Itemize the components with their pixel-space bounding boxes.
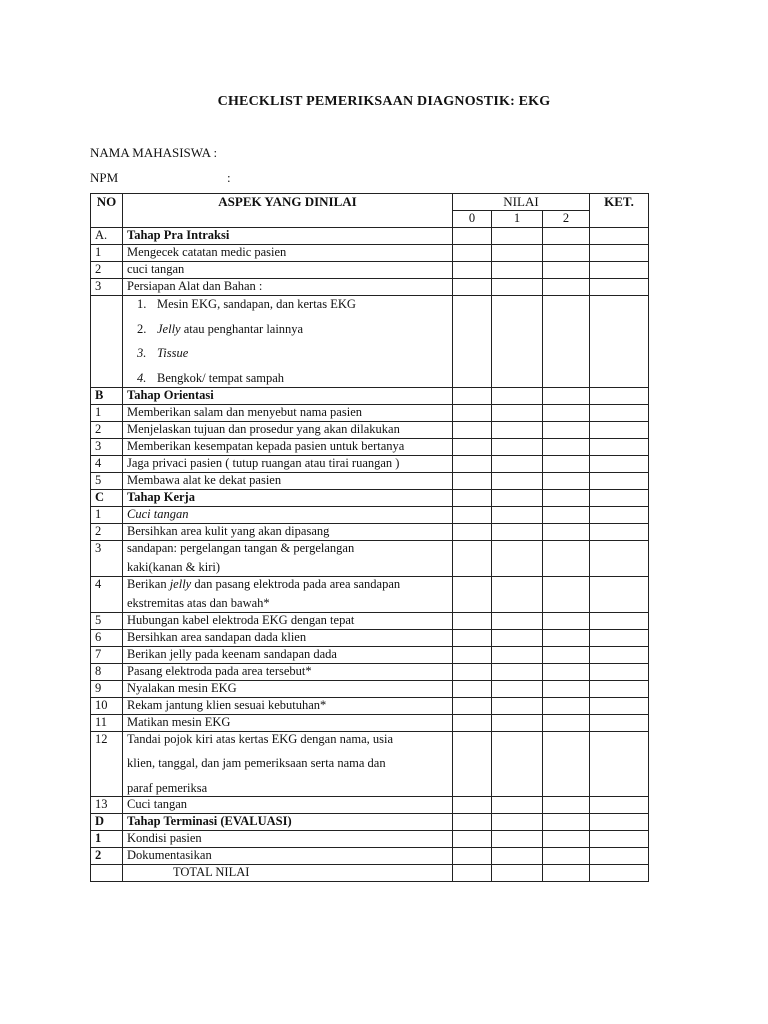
- ket-cell[interactable]: [590, 228, 649, 245]
- ket-cell[interactable]: [590, 279, 649, 296]
- score-cell[interactable]: [492, 865, 543, 882]
- score-cell[interactable]: [492, 663, 543, 680]
- section-no: A.: [91, 228, 123, 245]
- header-ket: KET.: [590, 194, 649, 228]
- row-no: 9: [91, 680, 123, 697]
- row-text: Pasang elektroda pada area tersebut*: [123, 663, 453, 680]
- score-cell[interactable]: [492, 523, 543, 540]
- section-title: Tahap Orientasi: [123, 387, 453, 404]
- sub-item: 3. Tissue: [137, 346, 189, 360]
- table-row: [91, 646, 649, 663]
- row-no: 12: [91, 731, 123, 797]
- nama-mahasiswa-field: [90, 145, 217, 161]
- ket-cell[interactable]: [590, 540, 649, 576]
- score-cell[interactable]: [492, 296, 543, 388]
- header-no: NO: [91, 194, 123, 228]
- table-row: [91, 455, 649, 472]
- table-row: [91, 540, 649, 576]
- row-text: cuci tangan: [123, 262, 453, 279]
- table-row: [91, 848, 649, 865]
- sub-item: 2. Jelly atau penghantar lainnya: [137, 321, 304, 336]
- row-text: Membawa alat ke dekat pasien: [123, 472, 453, 489]
- score-cell[interactable]: [543, 279, 590, 296]
- score-cell[interactable]: [453, 472, 492, 489]
- row-no: 13: [91, 797, 123, 814]
- npm-label: NPM: [90, 170, 119, 185]
- score-cell[interactable]: [543, 797, 590, 814]
- score-cell[interactable]: [453, 697, 492, 714]
- score-cell[interactable]: [492, 262, 543, 279]
- section-no: C: [91, 489, 123, 506]
- row-no: 8: [91, 663, 123, 680]
- row-no: 5: [91, 612, 123, 629]
- score-cell[interactable]: [492, 646, 543, 663]
- row-no: 6: [91, 629, 123, 646]
- score-cell[interactable]: [543, 612, 590, 629]
- checklist-table: [90, 193, 649, 882]
- ket-cell[interactable]: [590, 262, 649, 279]
- score-0: 0: [453, 211, 492, 228]
- table-row: [91, 663, 649, 680]
- score-cell[interactable]: [453, 279, 492, 296]
- section-title: Tahap Terminasi (EVALUASI): [123, 814, 453, 831]
- row-text: Kondisi pasien: [123, 831, 453, 848]
- score-cell[interactable]: [453, 865, 492, 882]
- ket-cell[interactable]: [590, 814, 649, 831]
- row-no: 7: [91, 646, 123, 663]
- score-cell[interactable]: [492, 731, 543, 797]
- score-cell[interactable]: [543, 714, 590, 731]
- score-cell[interactable]: [543, 387, 590, 404]
- row-text: Berikan jelly dan pasang elektroda pada area sandapan ekstremitas atas dan bawah*: [123, 576, 453, 612]
- score-cell[interactable]: [453, 404, 492, 421]
- section-row: [91, 489, 649, 506]
- row-no: 2: [91, 523, 123, 540]
- row-text: Nyalakan mesin EKG: [123, 680, 453, 697]
- score-cell[interactable]: [453, 489, 492, 506]
- score-cell[interactable]: [543, 848, 590, 865]
- row-no: 3: [91, 540, 123, 576]
- row-text: sandapan: pergelangan tangan & pergelangan kaki(kanan & kiri): [123, 540, 453, 576]
- row-no: 1: [91, 404, 123, 421]
- ket-cell[interactable]: [590, 438, 649, 455]
- section-row: [91, 814, 649, 831]
- row-text: Berikan jelly pada keenam sandapan dada: [123, 646, 453, 663]
- score-cell[interactable]: [453, 576, 492, 612]
- row-no: 10: [91, 697, 123, 714]
- score-cell[interactable]: [543, 489, 590, 506]
- table-row: [91, 576, 649, 612]
- ket-cell[interactable]: [590, 612, 649, 629]
- score-cell[interactable]: [453, 680, 492, 697]
- row-no: 2: [91, 848, 123, 865]
- table-row: [91, 831, 649, 848]
- row-text: Jaga privaci pasien ( tutup ruangan atau tirai ruangan ): [123, 455, 453, 472]
- score-cell[interactable]: [543, 262, 590, 279]
- table-row: [91, 697, 649, 714]
- score-cell[interactable]: [453, 455, 492, 472]
- score-cell[interactable]: [492, 576, 543, 612]
- score-cell[interactable]: [543, 421, 590, 438]
- table-row: [91, 438, 649, 455]
- score-cell[interactable]: [492, 680, 543, 697]
- score-cell[interactable]: [492, 245, 543, 262]
- ket-cell[interactable]: [590, 629, 649, 646]
- ket-cell[interactable]: [590, 296, 649, 388]
- score-cell[interactable]: [543, 831, 590, 848]
- ket-cell[interactable]: [590, 663, 649, 680]
- section-title: Tahap Pra Intraksi: [123, 228, 453, 245]
- row-text: Menjelaskan tujuan dan prosedur yang akan dilakukan: [123, 421, 453, 438]
- score-cell[interactable]: [543, 523, 590, 540]
- score-cell[interactable]: [453, 506, 492, 523]
- score-cell[interactable]: [453, 228, 492, 245]
- score-cell[interactable]: [492, 629, 543, 646]
- row-text: Tandai pojok kiri atas kertas EKG dengan nama, usia klien, tanggal, dan jam pemeriksaan serta nama dan paraf pemeriksa: [123, 731, 453, 797]
- score-cell[interactable]: [453, 629, 492, 646]
- score-cell[interactable]: [453, 262, 492, 279]
- row-text: Cuci tangan: [123, 797, 453, 814]
- ket-cell[interactable]: [590, 865, 649, 882]
- table-row: [91, 523, 649, 540]
- row-text: Bersihkan area kulit yang akan dipasang: [123, 523, 453, 540]
- score-cell[interactable]: [492, 506, 543, 523]
- score-cell[interactable]: [492, 387, 543, 404]
- score-cell[interactable]: [492, 404, 543, 421]
- row-no: 11: [91, 714, 123, 731]
- ket-cell[interactable]: [590, 848, 649, 865]
- score-cell[interactable]: [453, 831, 492, 848]
- score-cell[interactable]: [492, 814, 543, 831]
- npm-colon: :: [227, 170, 231, 185]
- score-1: 1: [492, 211, 543, 228]
- score-cell[interactable]: [543, 814, 590, 831]
- table-row: [91, 714, 649, 731]
- score-cell[interactable]: [453, 646, 492, 663]
- score-cell[interactable]: [492, 421, 543, 438]
- score-cell[interactable]: [492, 612, 543, 629]
- table-row: [91, 612, 649, 629]
- score-cell[interactable]: [492, 472, 543, 489]
- score-cell[interactable]: [492, 279, 543, 296]
- score-cell[interactable]: [453, 731, 492, 797]
- ket-cell[interactable]: [590, 797, 649, 814]
- score-cell[interactable]: [492, 831, 543, 848]
- table-row: [91, 506, 649, 523]
- table-row: [91, 629, 649, 646]
- table-row: [91, 731, 649, 797]
- score-cell[interactable]: [453, 714, 492, 731]
- header-aspek: ASPEK YANG DINILAI: [123, 194, 453, 228]
- score-cell[interactable]: [492, 228, 543, 245]
- total-label: TOTAL NILAI: [123, 865, 453, 882]
- row-text: Dokumentasikan: [123, 848, 453, 865]
- score-cell[interactable]: [543, 506, 590, 523]
- table-row: [91, 245, 649, 262]
- ket-cell[interactable]: [590, 714, 649, 731]
- row-no: 2: [91, 421, 123, 438]
- row-text: Hubungan kabel elektroda EKG dengan tepat: [123, 612, 453, 629]
- row-text: Memberikan salam dan menyebut nama pasien: [123, 404, 453, 421]
- score-cell[interactable]: [453, 296, 492, 388]
- section-row: [91, 228, 649, 245]
- score-cell[interactable]: [492, 797, 543, 814]
- ket-cell[interactable]: [590, 455, 649, 472]
- score-cell[interactable]: [543, 438, 590, 455]
- row-no: 4: [91, 455, 123, 472]
- score-cell[interactable]: [543, 245, 590, 262]
- score-cell[interactable]: [492, 540, 543, 576]
- score-cell[interactable]: [453, 797, 492, 814]
- score-cell[interactable]: [453, 245, 492, 262]
- ket-cell[interactable]: [590, 831, 649, 848]
- ket-cell[interactable]: [590, 472, 649, 489]
- score-cell[interactable]: [543, 472, 590, 489]
- ket-cell[interactable]: [590, 697, 649, 714]
- sub-items-list: [123, 296, 453, 388]
- score-cell[interactable]: [453, 438, 492, 455]
- score-cell[interactable]: [543, 228, 590, 245]
- ket-cell[interactable]: [590, 489, 649, 506]
- score-cell[interactable]: [543, 865, 590, 882]
- ket-cell[interactable]: [590, 245, 649, 262]
- row-no: 3: [91, 438, 123, 455]
- section-no: D: [91, 814, 123, 831]
- score-cell[interactable]: [543, 697, 590, 714]
- row-no: 4: [91, 576, 123, 612]
- score-cell[interactable]: [453, 663, 492, 680]
- ket-cell[interactable]: [590, 387, 649, 404]
- row-text: Rekam jantung klien sesuai kebutuhan*: [123, 697, 453, 714]
- score-cell[interactable]: [543, 540, 590, 576]
- document-title: CHECKLIST PEMERIKSAAN DIAGNOSTIK: EKG: [217, 94, 551, 109]
- section-no: B: [91, 387, 123, 404]
- score-cell[interactable]: [543, 663, 590, 680]
- table-row: [91, 404, 649, 421]
- score-cell[interactable]: [492, 455, 543, 472]
- ket-cell[interactable]: [590, 731, 649, 797]
- ket-cell[interactable]: [590, 404, 649, 421]
- score-cell[interactable]: [492, 438, 543, 455]
- score-cell[interactable]: [543, 576, 590, 612]
- score-cell[interactable]: [492, 489, 543, 506]
- score-cell[interactable]: [453, 387, 492, 404]
- row-no: 3: [91, 279, 123, 296]
- row-text: Persiapan Alat dan Bahan :: [123, 279, 453, 296]
- score-2: 2: [543, 211, 590, 228]
- row-no: 1: [91, 506, 123, 523]
- table-row: [91, 797, 649, 814]
- row-no: 1: [91, 831, 123, 848]
- score-cell[interactable]: [492, 714, 543, 731]
- sub-item: 4. Bengkok/ tempat sampah: [137, 370, 285, 385]
- ket-cell[interactable]: [590, 506, 649, 523]
- row-text: Mengecek catatan medic pasien: [123, 245, 453, 262]
- score-cell[interactable]: [453, 612, 492, 629]
- score-cell[interactable]: [543, 296, 590, 388]
- score-cell[interactable]: [492, 697, 543, 714]
- score-cell[interactable]: [492, 848, 543, 865]
- npm-field: [90, 170, 231, 186]
- row-text: Cuci tangan: [123, 506, 453, 523]
- table-row: [91, 472, 649, 489]
- score-cell[interactable]: [543, 646, 590, 663]
- score-cell[interactable]: [543, 629, 590, 646]
- ket-cell[interactable]: [590, 576, 649, 612]
- row-no: 1: [91, 245, 123, 262]
- row-text: Bersihkan area sandapan dada klien: [123, 629, 453, 646]
- nama-mahasiswa-label: NAMA MAHASISWA :: [90, 145, 218, 160]
- sub-items-row: [91, 296, 649, 388]
- total-row: [91, 865, 649, 882]
- row-no: 5: [91, 472, 123, 489]
- header-row: [91, 194, 649, 211]
- score-cell[interactable]: [543, 404, 590, 421]
- row-text: Memberikan kesempatan kepada pasien untuk bertanya: [123, 438, 453, 455]
- section-row: [91, 387, 649, 404]
- score-cell[interactable]: [453, 814, 492, 831]
- score-cell[interactable]: [453, 540, 492, 576]
- ket-cell[interactable]: [590, 523, 649, 540]
- table-row: [91, 262, 649, 279]
- score-cell[interactable]: [543, 455, 590, 472]
- ket-cell[interactable]: [590, 680, 649, 697]
- table-row: [91, 279, 649, 296]
- score-cell[interactable]: [453, 421, 492, 438]
- row-no: 2: [91, 262, 123, 279]
- row-text: Matikan mesin EKG: [123, 714, 453, 731]
- ket-cell[interactable]: [590, 421, 649, 438]
- table-row: [91, 680, 649, 697]
- sub-item: 1. Mesin EKG, sandapan, dan kertas EKG: [137, 297, 356, 311]
- score-cell[interactable]: [453, 523, 492, 540]
- ket-cell[interactable]: [590, 646, 649, 663]
- score-cell[interactable]: [453, 848, 492, 865]
- score-cell[interactable]: [543, 680, 590, 697]
- header-nilai: NILAI: [453, 194, 590, 211]
- table-row: [91, 421, 649, 438]
- section-title: Tahap Kerja: [123, 489, 453, 506]
- score-cell[interactable]: [543, 731, 590, 797]
